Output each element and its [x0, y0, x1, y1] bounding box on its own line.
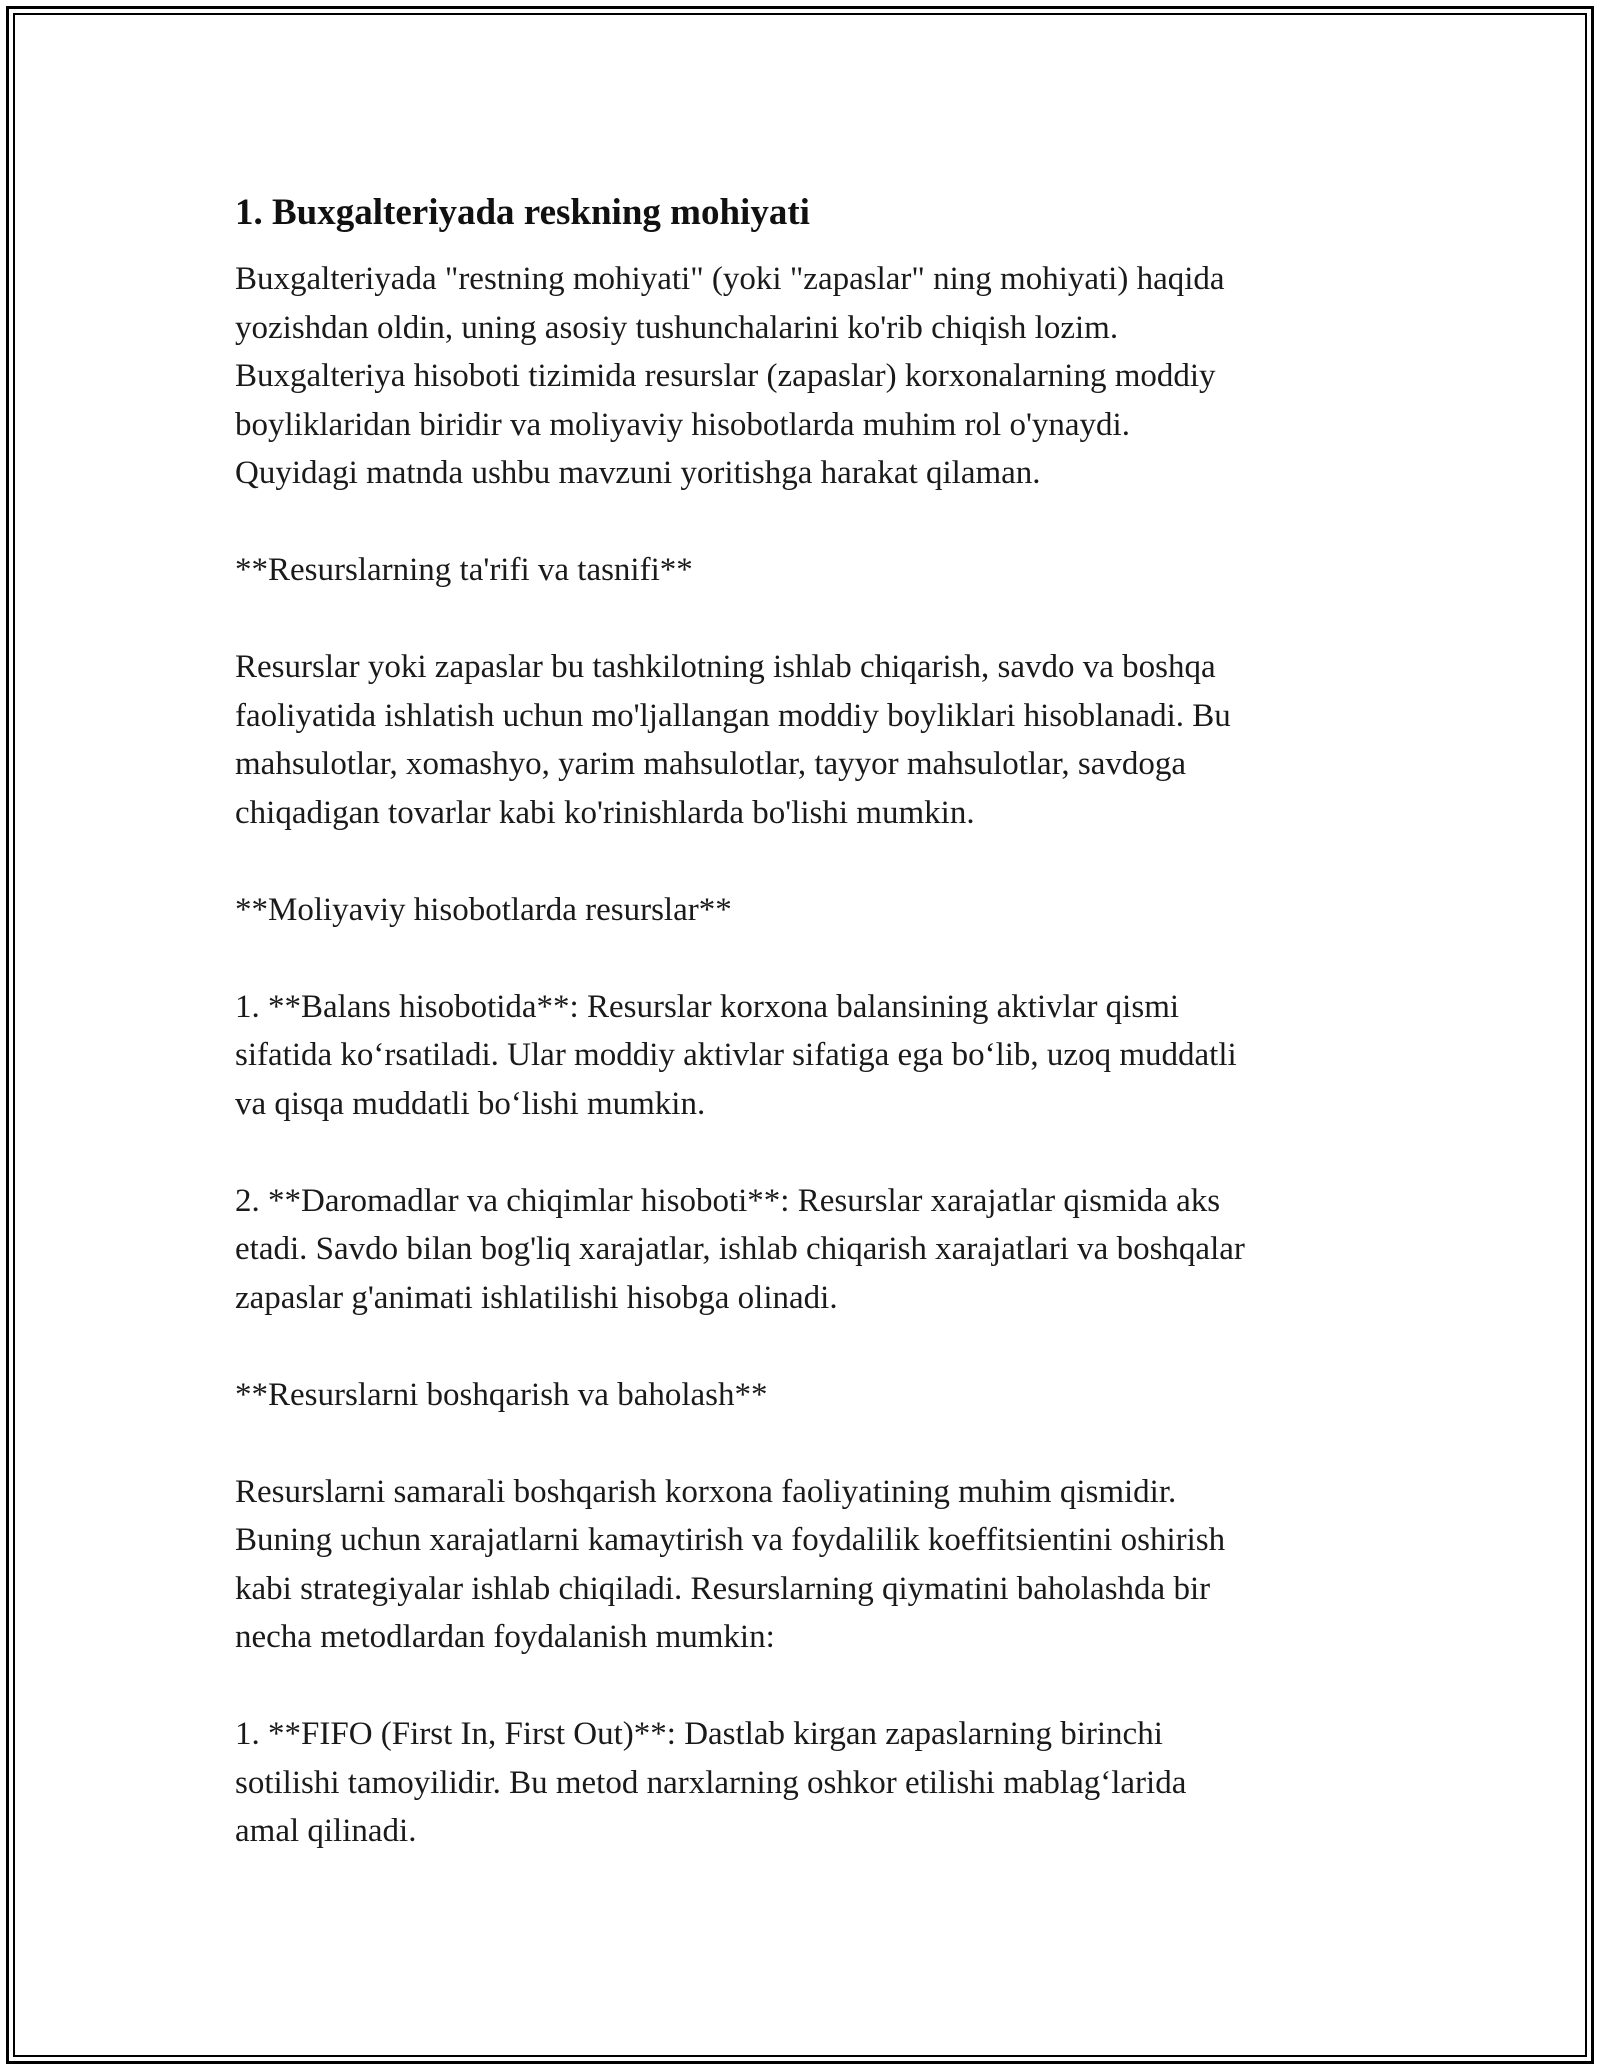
paragraph-line: **Moliyaviy hisobotlarda resurslar** [235, 891, 732, 928]
paragraph-line: Buning uchun xarajatlarni kamaytirish va foydalilik koeffitsientini oshirish [235, 1522, 1226, 1558]
paragraph [235, 983, 1375, 1129]
paragraph-line: sifatida ko‘rsatiladi. Ular moddiy aktivlar sifatiga ega bo‘lib, uzoq muddatli [235, 1037, 1237, 1073]
paragraph-line: **Resurslarni boshqarish va baholash** [235, 1376, 768, 1413]
paragraph [235, 1468, 1375, 1662]
paragraph-line: etadi. Savdo bilan bog'liq xarajatlar, ishlab chiqarish xarajatlari va boshqalar [235, 1231, 1245, 1267]
paragraph [235, 546, 1375, 595]
document-body [235, 185, 1375, 1856]
paragraph [235, 1710, 1375, 1856]
paragraph-line: va qisqa muddatli bo‘lishi mumkin. [235, 1085, 706, 1122]
paragraph-line: zapaslar g'animati ishlatilishi hisobga olinadi. [235, 1279, 838, 1316]
paragraph-line: sotilishi tamoyilidir. Bu metod narxlarning oshkor etilishi mablag‘larida [235, 1764, 1187, 1801]
paragraph-line: **Resurslarning ta'rifi va tasnifi** [235, 552, 693, 588]
paragraph-line: Buxgalteriya hisoboti tizimida resurslar (zapaslar) korxonalarning moddiy [235, 358, 1216, 394]
paragraph-line: chiqadigan tovarlar kabi ko'rinishlarda bo'lishi mumkin. [235, 794, 975, 831]
paragraph [235, 1177, 1375, 1323]
paragraph-line: Quyidagi matnda ushbu mavzuni yoritishga harakat qilaman. [235, 455, 1041, 491]
paragraph-line: amal qilinadi. [235, 1813, 417, 1849]
paragraph-line: Resurslarni samarali boshqarish korxona faoliyatining muhim qismidir. [235, 1473, 1177, 1510]
paragraph-line: kabi strategiyalar ishlab chiqiladi. Resurslarning qiymatini baholashda bir [235, 1570, 1211, 1607]
paragraph-line: mahsulotlar, xomashyo, yarim mahsulotlar, tayyor mahsulotlar, savdoga [235, 746, 1187, 782]
paragraph-line: boyliklaridan biridir va moliyaviy hisobotlarda muhim rol o'ynaydi. [235, 406, 1130, 443]
paragraph-line: 2. **Daromadlar va chiqimlar hisoboti**: Resurslar xarajatlar qismida aks [235, 1182, 1221, 1219]
paragraph-line: Resurslar yoki zapaslar bu tashkilotning ishlab chiqarish, savdo va boshqa [235, 649, 1216, 685]
document-heading: 1. Buxgalteriyada reskning mohiyati [235, 192, 810, 233]
paragraph-line: 1. **FIFO (First In, First Out)**: Dastlab kirgan zapaslarning birinchi [235, 1716, 1163, 1752]
paragraph-line: necha metodlardan foydalanish mumkin: [235, 1619, 775, 1655]
paragraph [235, 255, 1375, 498]
paragraph [235, 1371, 1375, 1420]
paragraph-line: 1. **Balans hisobotida**: Resurslar korxona balansining aktivlar qismi [235, 988, 1180, 1025]
paragraph-line: yozishdan oldin, uning asosiy tushunchalarini ko'rib chiqish lozim. [235, 309, 1119, 346]
paragraph-line: faoliyatida ishlatish uchun mo'ljallangan moddiy boyliklari hisoblanadi. Bu [235, 697, 1231, 734]
paragraph [235, 643, 1375, 837]
paragraph-line: Buxgalteriyada "restning mohiyati" (yoki "zapaslar" ning mohiyati) haqida [235, 261, 1225, 297]
paragraph-list [235, 255, 1375, 1856]
paragraph [235, 886, 1375, 935]
